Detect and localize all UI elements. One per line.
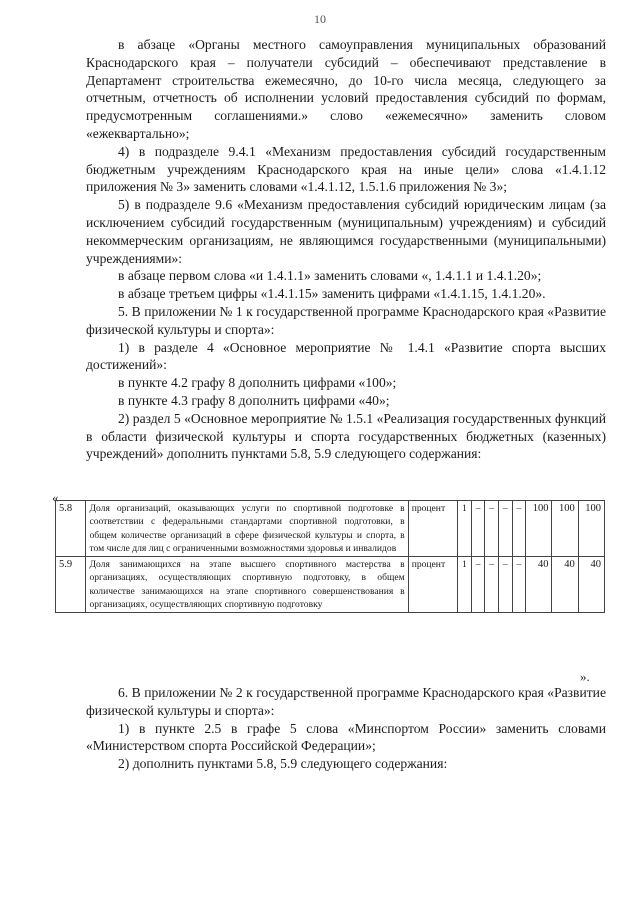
value-cell: –	[485, 501, 499, 557]
document-body-top	[86, 36, 606, 463]
value-cell: 40	[552, 557, 578, 613]
value-cell: –	[471, 557, 485, 613]
paragraph: в пункте 4.3 графу 8 дополнить цифрами «40»;	[118, 392, 390, 408]
paragraph: в абзаце третьем цифры «1.4.1.15» заменить цифрами «1.4.1.15, 1.4.1.20».	[118, 286, 546, 302]
value-cell: –	[512, 557, 526, 613]
indicators-table	[55, 500, 605, 613]
value-cell: 40	[578, 557, 604, 613]
value-cell: –	[512, 501, 526, 557]
value-cell: –	[485, 557, 499, 613]
row-number: 5.9	[56, 557, 86, 613]
status-cell: 1	[458, 557, 472, 613]
unit-cell: процент	[408, 557, 457, 613]
value-cell: –	[498, 501, 512, 557]
paragraph: 2) дополнить пунктами 5.8, 5.9 следующего содержания:	[118, 756, 448, 772]
paragraph: в абзаце первом слова «и 1.4.1.1» заменить словами «, 1.4.1.1 и 1.4.1.20»;	[118, 268, 542, 284]
value-cell: 100	[552, 501, 578, 557]
document-body-bottom	[86, 684, 606, 773]
value-cell: –	[498, 557, 512, 613]
opening-quote: «	[52, 490, 59, 505]
paragraph: 1) в разделе 4 «Основное мероприятие № 1.4.1 «Развитие спорта высших достижений»:	[86, 339, 606, 373]
paragraph: в абзаце «Органы местного самоуправления муниципальных образований Краснодарского края – получатели субсидий – обеспечивают представление в Департамент строительства ежемесячно, до 10-го числа месяца, следующего за отчетным, отчетность об исполнении условий предоставления субсидий по формам, предусмотренным соглашениями.» слово «ежемесячно» заменить словом «ежеквартально»;	[86, 37, 606, 141]
closing-quote: ».	[580, 669, 590, 684]
paragraph: 5) в подразделе 9.6 «Механизм предоставления субсидий юридическим лицам (за исключением субсидий государственным (муниципальным) учреждениям) и субсидий некоммерческим организациям, не являющимся государственными (муниципальными) учреждениями»:	[86, 197, 606, 266]
paragraph: 1) в пункте 2.5 в графе 5 слова «Минспортом России» заменить словами «Министерством спорта Российской Федерации»;	[86, 720, 606, 754]
table-row	[56, 557, 605, 613]
paragraph: 4) в подразделе 9.4.1 «Механизм предоставления субсидий государственным бюджетным учреждениям Краснодарского края на иные цели» слова «1.4.1.12 приложения № 3» заменить словами «1.4.1.12, 1.5.1.6 приложения № 3»;	[86, 143, 606, 195]
table-row	[56, 501, 605, 557]
paragraph: 6. В приложении № 2 к государственной программе Краснодарского края «Развитие физической культуры и спорта»:	[86, 685, 606, 718]
row-number: 5.8	[56, 501, 86, 557]
paragraph: 2) раздел 5 «Основное мероприятие № 1.5.1 «Реализация государственных функций в области физической культуры и спорта государственных бюджетных (казенных) учреждений» дополнить пунктами 5.8, 5.9 следующего содержания:	[86, 410, 606, 462]
paragraph: 5. В приложении № 1 к государственной программе Краснодарского края «Развитие физической культуры и спорта»:	[86, 303, 606, 337]
value-cell: 40	[526, 557, 552, 613]
indicator-name: Доля занимающихся на этапе высшего спортивного мастерства в организациях, осуществляющих спортивную подготовку, в общем количестве занимающихся на этапе спортивного совершенствования в организациях, осуществляющих спортивную подготовку	[86, 557, 408, 613]
status-cell: 1	[458, 501, 472, 557]
page-number: 10	[314, 12, 326, 26]
value-cell: –	[471, 501, 485, 557]
indicator-name: Доля организаций, оказывающих услуги по спортивной подготовке в соответствии с федеральными стандартами спортивной подготовки, в общем количестве организаций в сфере физической культуры и спорта, в том числе для лиц с ограниченными возможностями здоровья и инвалидов	[86, 501, 408, 557]
unit-cell: процент	[408, 501, 457, 557]
paragraph: в пункте 4.2 графу 8 дополнить цифрами «100»;	[118, 375, 397, 391]
value-cell: 100	[578, 501, 604, 557]
value-cell: 100	[526, 501, 552, 557]
